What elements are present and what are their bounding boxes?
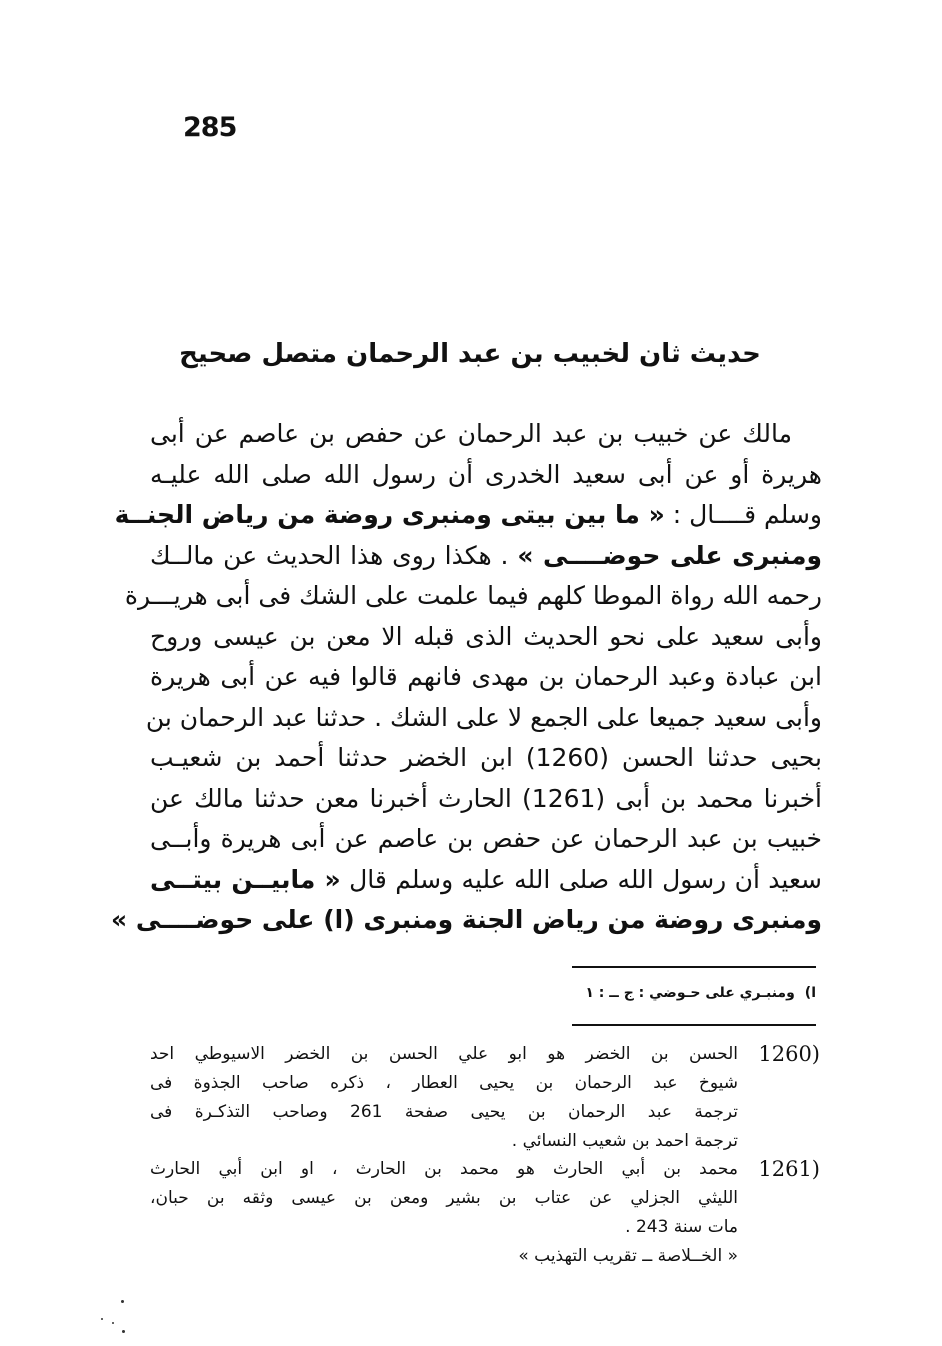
footnote-line: شيوخ عبد الرحمان بن يحيى العطار ، ذكره صاحب الجذوة فى (150, 1073, 738, 1093)
footnote-line: الليثي الجزلي عن عتاب بن بشير ومعن بن عيسى وثقه بن حبان، (150, 1188, 738, 1208)
footnote-line: مات سنة 243 . (625, 1217, 738, 1237)
text-line: خبيب بن عبد الرحمان عن حفص بن عاصم عن أبى هريرة وأبــى (150, 824, 822, 853)
scan-speck (112, 1322, 114, 1324)
scan-speck (121, 1300, 124, 1303)
page-number: 285 (183, 112, 237, 143)
main-text (111, 414, 822, 941)
footnote-line: « الخــلاصة ــ تقريب التهذيب » (518, 1246, 738, 1266)
footnote-number: 1261) (758, 1157, 820, 1181)
footnote-body (150, 1155, 750, 1271)
footnote-line: ترجمة عبد الرحمان بن يحيى صفحة 261 وصاحب التذكـرة فى (150, 1102, 738, 1122)
text-line: بحيى حدثنا الحسن (1260) ابن الخضر حدثنا أحمد بن شعيـب (150, 743, 822, 772)
variant-note (470, 978, 816, 1008)
footnote-divider (572, 966, 816, 968)
footnote-line: ترجمة احمد بن شعيب النسائي . (511, 1131, 738, 1151)
text-line: أخبرنا محمد بن أبى (1261) الحارث أخبرنا معن حدثنا مالك عن (150, 783, 822, 813)
text-line: هريرة أو عن أبى سعيد الخدرى أن رسول الله صلى الله عليـه (150, 459, 822, 489)
hadith-quote: ومنبرى على حوضــــى » (517, 540, 822, 570)
footnote (150, 1040, 820, 1156)
footnote-line: محمد بن أبي الحارث هو محمد بن الحارث ، او ابن أبي الحارث (150, 1159, 738, 1179)
text-segment: . هكذا روى هذا الحديث عن مالــك (150, 540, 518, 570)
footnote-number: 1260) (758, 1042, 820, 1066)
text-line (111, 900, 822, 941)
footnote-line: الحسن بن الخضر هو ابو علي الحسن بن الخضر الاسيوطي احد (150, 1044, 738, 1064)
section-heading: حديث ثان لخبيب بن عبد الرحمان متصل صحيح (179, 339, 761, 369)
text-line: وأبى سعيد جميعا على الجمع لا على الشك . حدثنا عبد الرحمان بن (145, 702, 822, 732)
scan-speck (122, 1330, 125, 1333)
hadith-quote: ومنبرى روضة من رياض الجنة ومنبرى (ا) على حوضــــى » (111, 905, 822, 934)
text-segment: سعيد أن رسول الله صلى الله عليه وسلم قال (340, 864, 822, 894)
text-line: رحمه الله رواة الموطا كلهم فيما علمت على الشك فى أبى هريـــرة (124, 581, 822, 610)
hadith-quote: « ما بين بيتى ومنبرى روضة من رياض الجنــة (114, 500, 665, 529)
text-line: ابن عبادة وعبد الرحمان بن مهدى فانهم قالوا فيه عن أبى هريرة (150, 662, 822, 691)
text-segment: وسلم قــــال : (664, 500, 822, 529)
variant-note-text: ومنبـري على حـوضي : ج ــ : ١ (585, 985, 795, 1001)
text-line: مالك عن خبيب بن عبد الرحمان عن حفص بن عاصم عن أبى (150, 419, 792, 448)
text-line (150, 860, 822, 901)
footnote-divider (572, 1024, 816, 1026)
text-line (114, 495, 822, 536)
footnote-body (150, 1040, 750, 1156)
scan-speck (101, 1318, 103, 1320)
text-line: وأبى سعيد على نحو الحديث الذى قبله الا معن بن عيسى وروح (150, 621, 822, 651)
hadith-quote: « مابيــن بيتــى (150, 864, 341, 894)
variant-note-marker: ا) (804, 985, 816, 1001)
text-line (150, 536, 822, 577)
footnote (150, 1155, 820, 1271)
